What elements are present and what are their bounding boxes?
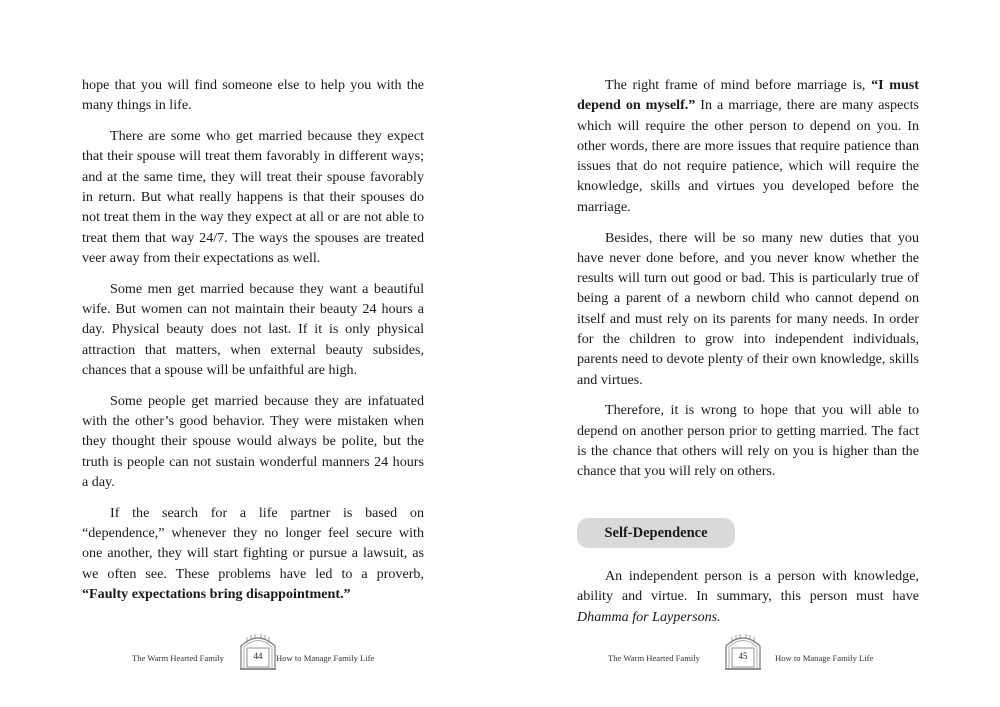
section-heading: Self-Dependence: [577, 518, 735, 548]
right-page-body: [577, 75, 919, 638]
page-number: 45: [738, 651, 748, 661]
page-number: 44: [253, 651, 263, 661]
paragraph-text: In a marriage, there are many aspects which will require the other person to depend on you. In other words, there are more issues that require patience than issues that do not require patience, which will require the knowledge, skills and virtues you developed before the marriage.: [577, 97, 919, 215]
footer-chapter-title: How to Manage Family Life: [775, 653, 874, 663]
paragraph: Therefore, it is wrong to hope that you will able to depend on another person prior to getting married. The fact is the chance that others will rely on you is higher than the chance that you will rely on others.: [577, 402, 919, 480]
left-page-body: [82, 75, 424, 615]
paragraph-proverb: [82, 503, 424, 604]
arched-window-emblem-icon: [239, 632, 277, 670]
paragraph: Some men get married because they want a beautiful wife. But women can not maintain their beauty 24 hours a day. Physical beauty does not last. If it is only physical attraction that matters, when external beauty subsides, chances that a spouse will be unfaithful are high.: [82, 280, 424, 378]
emphasis-bold-text: “I must depend on myself.”: [577, 77, 919, 114]
right-page-footer: [500, 632, 1000, 670]
paragraph-text: The right frame of mind before marriage is,: [605, 77, 872, 93]
paragraph-text: If the search for a life partner is based on “dependence,” whenever they no longer feel secure with one another, they will start fighting or pursue a lawsuit, as we often see. These problems have led to a proverb,: [82, 504, 424, 582]
paragraph-text: An independent person is a person with knowledge, ability and virtue. In summary, this person must have: [577, 568, 919, 605]
right-page: [500, 0, 1000, 707]
arched-window-emblem-icon: [724, 632, 762, 670]
book-title-italic: Dhamma for Laypersons.: [577, 608, 721, 625]
left-page-footer: [0, 632, 500, 670]
proverb-bold-text: “Faulty expectations bring disappointment.”: [82, 585, 351, 602]
footer-book-title: The Warm Hearted Family: [132, 653, 224, 663]
paragraph: There are some who get married because they expect that their spouse will treat them favorably in different ways; and at the same time, they will treat their spouse favorably in return. But what really happens is that their spouses do not treat them in the way they expect at all or are not able to treat them that way 24/7. The ways the spouses are treated veer away from their expectations as well.: [82, 128, 424, 266]
paragraph: Some people get married because they are infatuated with the other’s good behavior. They were mistaken when they thought their spouse would always be polite, but the truth is people can not sustain wonderful manners 24 hours a day.: [82, 392, 424, 490]
paragraph-section: [577, 566, 919, 627]
footer-chapter-title: How to Manage Family Life: [276, 653, 375, 663]
paragraph: Besides, there will be so many new duties that you have never done before, and you never know whether the results will turn out good or bad. This is particularly true of being a parent of a newborn child who cannot depend on itself and must rely on its parents for many needs. In order for the children to grow into independent individuals, parents need to devote plenty of their own knowledge, skills and virtues.: [577, 229, 919, 388]
paragraph-frame-of-mind: [577, 75, 919, 217]
footer-book-title: The Warm Hearted Family: [608, 653, 700, 663]
paragraph: hope that you will find someone else to help you with the many things in life.: [82, 77, 424, 114]
